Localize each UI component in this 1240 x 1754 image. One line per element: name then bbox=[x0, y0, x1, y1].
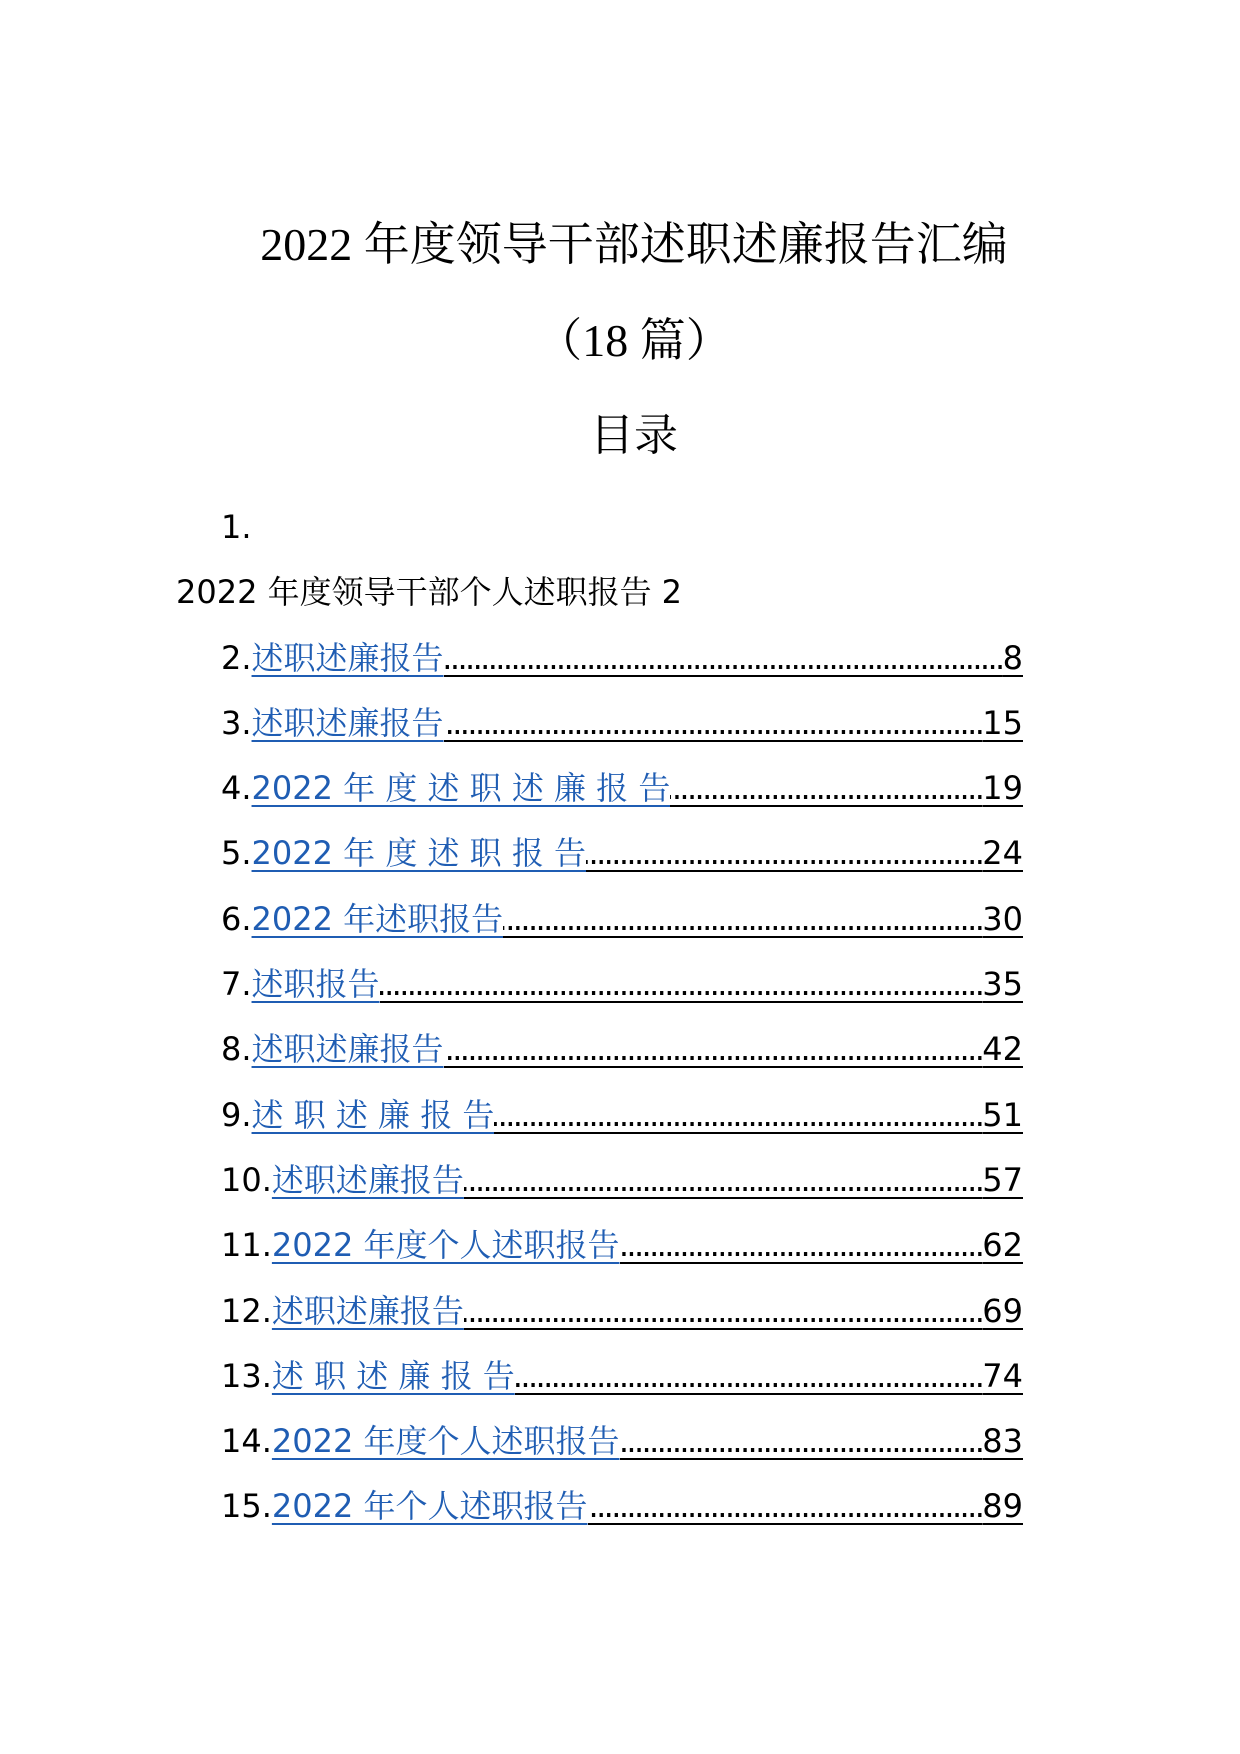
toc-entry-link[interactable]: 述职述廉报告 bbox=[271, 1291, 464, 1330]
toc-dot-leader[interactable] bbox=[464, 1279, 982, 1344]
document-subtitle: （18 篇） bbox=[536, 315, 732, 366]
toc-page-number[interactable]: 89 bbox=[982, 1487, 1023, 1526]
toc-entry-link[interactable]: 2022 年述职报告 bbox=[251, 899, 504, 938]
toc-entry[interactable] bbox=[221, 1213, 1023, 1278]
toc-entry-link[interactable]: 述职述廉报告 bbox=[251, 1030, 444, 1069]
toc-entry-link[interactable]: 述职述廉报告 bbox=[251, 638, 444, 677]
document-title: 2022 年度领导干部述职述廉报告汇编 bbox=[260, 219, 1008, 270]
toc-entry[interactable] bbox=[221, 821, 1023, 886]
toc-heading: 目录 bbox=[590, 410, 678, 461]
toc-entry-link[interactable]: 述职报告 bbox=[251, 965, 380, 1004]
toc-entry-number: 9. bbox=[221, 1095, 252, 1134]
toc-entry-title: 2022 年度领导干部个人述职报告 bbox=[176, 573, 652, 612]
toc-dot-leader[interactable] bbox=[515, 1344, 983, 1409]
toc-dot-leader[interactable] bbox=[586, 821, 982, 886]
toc-entry-link[interactable]: 2022 年 度 述 职 报 告 bbox=[251, 834, 587, 873]
toc-entry-number: 6. bbox=[221, 899, 252, 938]
toc-entry-number-line bbox=[221, 495, 1023, 560]
toc-entry-title-line bbox=[176, 560, 1023, 625]
toc-entry[interactable] bbox=[221, 1083, 1023, 1148]
toc-entry-link[interactable]: 2022 年度个人述职报告 bbox=[271, 1226, 620, 1265]
toc-entry-number: 3. bbox=[221, 703, 252, 742]
toc-entry-number: 7. bbox=[221, 965, 252, 1004]
toc-page-number[interactable]: 83 bbox=[982, 1422, 1023, 1461]
toc-entry-link[interactable]: 述 职 述 廉 报 告 bbox=[251, 1095, 495, 1134]
toc-page-number[interactable]: 69 bbox=[982, 1291, 1023, 1330]
toc-page-number[interactable]: 62 bbox=[982, 1226, 1023, 1265]
toc-entry-number: 14. bbox=[221, 1422, 272, 1461]
toc-dot-leader[interactable] bbox=[494, 1083, 982, 1148]
toc-dot-leader[interactable] bbox=[588, 1474, 983, 1539]
toc-entry-link[interactable]: 2022 年度个人述职报告 bbox=[271, 1422, 620, 1461]
toc-entry[interactable] bbox=[221, 887, 1023, 952]
toc-entry[interactable] bbox=[221, 1409, 1023, 1474]
toc-entry-number: 5. bbox=[221, 834, 252, 873]
toc-page-number[interactable]: 51 bbox=[982, 1095, 1023, 1134]
toc-entry-number: 15. bbox=[221, 1487, 272, 1526]
toc-entry-number: 2. bbox=[221, 638, 252, 677]
toc-entry[interactable] bbox=[221, 756, 1023, 821]
table-of-contents bbox=[176, 495, 1023, 1540]
toc-entry-number: 13. bbox=[221, 1356, 272, 1395]
toc-entry[interactable] bbox=[221, 1474, 1023, 1539]
toc-dot-leader[interactable] bbox=[670, 756, 982, 821]
toc-entry[interactable] bbox=[221, 1017, 1023, 1082]
toc-entry-link[interactable]: 述职述廉报告 bbox=[271, 1160, 464, 1199]
toc-page-number[interactable]: 42 bbox=[982, 1030, 1023, 1069]
toc-dot-leader[interactable] bbox=[464, 1148, 982, 1213]
toc-entry-link[interactable]: 述 职 述 廉 报 告 bbox=[271, 1356, 515, 1395]
toc-dot-leader[interactable] bbox=[620, 1213, 983, 1278]
toc-entry[interactable] bbox=[221, 1344, 1023, 1409]
toc-entry[interactable] bbox=[221, 626, 1023, 691]
toc-entry-link[interactable]: 述职述廉报告 bbox=[251, 703, 444, 742]
toc-dot-leader[interactable] bbox=[444, 626, 1003, 691]
toc-page-number[interactable]: 57 bbox=[982, 1160, 1023, 1199]
toc-entry-number: 1. bbox=[221, 508, 252, 546]
toc-entry-number: 8. bbox=[221, 1030, 252, 1069]
toc-page-number[interactable]: 15 bbox=[982, 703, 1023, 742]
toc-page-number[interactable]: 74 bbox=[982, 1356, 1023, 1395]
toc-page-number[interactable]: 35 bbox=[982, 965, 1023, 1004]
toc-dot-leader[interactable] bbox=[444, 691, 983, 756]
toc-page-number[interactable]: 8 bbox=[1002, 638, 1023, 677]
toc-entry[interactable] bbox=[221, 1148, 1023, 1213]
toc-dot-leader[interactable] bbox=[380, 952, 983, 1017]
toc-dot-leader[interactable] bbox=[444, 1017, 983, 1082]
toc-entry-number: 12. bbox=[221, 1291, 272, 1330]
toc-entry-link[interactable]: 2022 年 度 述 职 述 廉 报 告 bbox=[251, 769, 671, 808]
toc-entry[interactable] bbox=[221, 691, 1023, 756]
toc-page-number[interactable]: 19 bbox=[982, 769, 1023, 808]
toc-entry-number: 4. bbox=[221, 769, 252, 808]
toc-entry-number: 10. bbox=[221, 1160, 272, 1199]
toc-page-number[interactable]: 30 bbox=[982, 899, 1023, 938]
toc-dot-leader[interactable] bbox=[620, 1409, 983, 1474]
toc-entry[interactable] bbox=[221, 1279, 1023, 1344]
toc-entry-link[interactable]: 2022 年个人述职报告 bbox=[271, 1487, 588, 1526]
toc-dot-leader[interactable] bbox=[503, 887, 982, 952]
toc-entry-number: 11. bbox=[221, 1226, 272, 1265]
toc-entry[interactable] bbox=[221, 952, 1023, 1017]
toc-page-number: 2 bbox=[661, 573, 682, 612]
toc-page-number[interactable]: 24 bbox=[982, 834, 1023, 873]
